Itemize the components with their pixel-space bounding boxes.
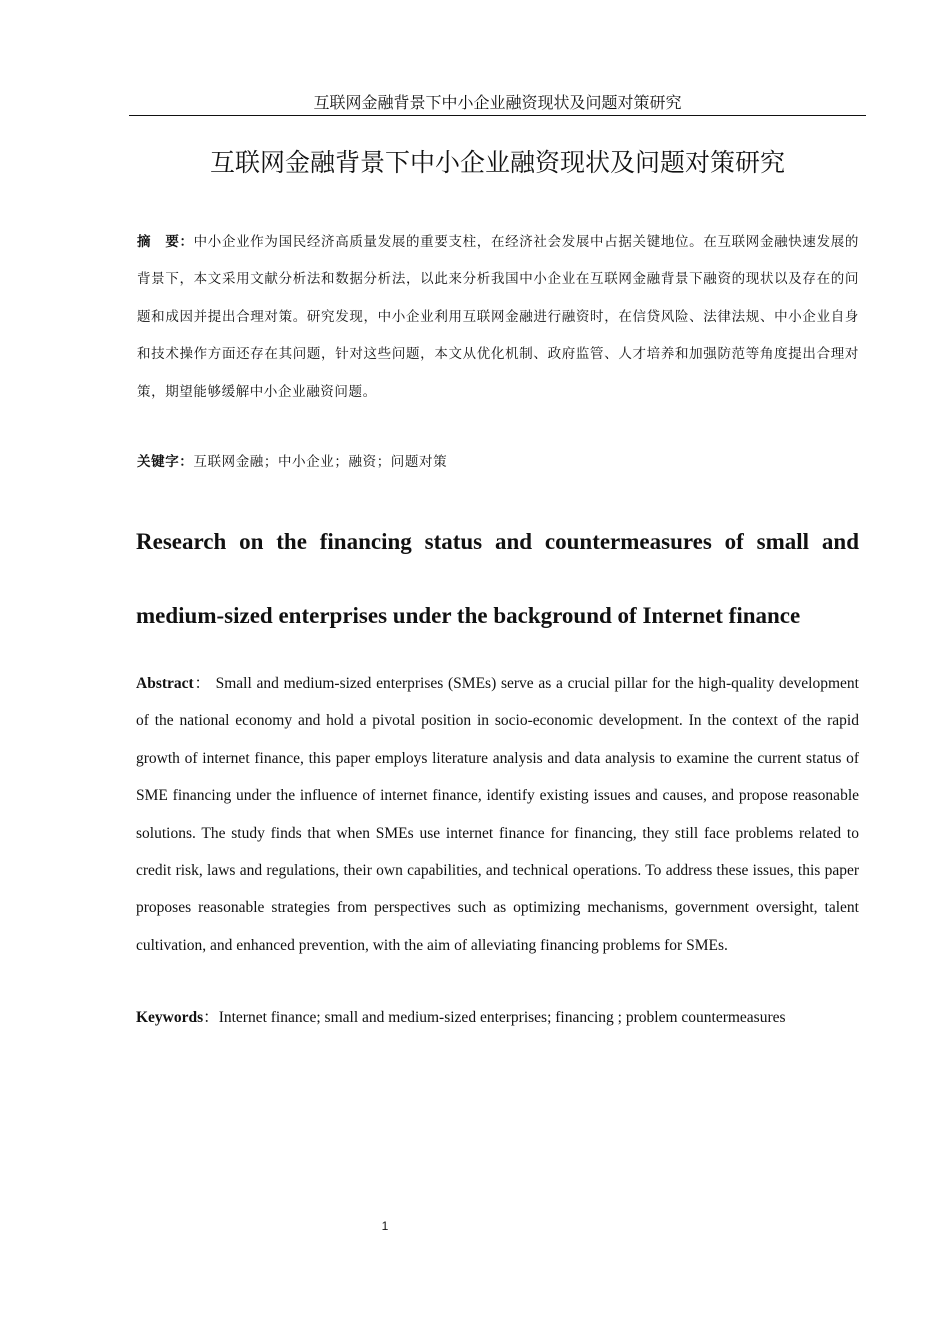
english-abstract-text: Small and medium-sized enterprises (SMEs) serve as a crucial pillar for the high-quality development of the national economy and hold a pivotal position in socio-economic development. In the context of the rapid growth of internet finance, this paper employs literature analysis and data analysis to examine the current status of SME financing under the influence of internet finance, identify existing issues and causes, and propose reasonable solutions. The study finds that when SMEs use internet finance for financing, they still face problems related to credit risk, laws and regulations, their own capabilities, and technical operations. To address these issues, this paper proposes reasonable strategies from perspectives such as optimizing mechanisms, government oversight, talent cultivation, and enhanced prevention, with the aim of alleviating financing problems for SMEs. (136, 675, 859, 954)
english-keywords (136, 1005, 866, 1031)
chinese-keywords-text: 互联网金融；中小企业；融资；问题对策 (193, 454, 448, 470)
english-keywords-text: Internet finance; small and medium-sized enterprises; financing ; problem countermeasures (218, 1009, 786, 1026)
english-keywords-label: Keywords (136, 1009, 204, 1026)
chinese-keywords-label: 关键字： (137, 454, 194, 470)
page-number: 1 (381, 1219, 389, 1233)
chinese-abstract-text: 中小企业作为国民经济高质量发展的重要支柱，在经济社会发展中占据关键地位。在互联网金融快速发展的背景下，本文采用文献分析法和数据分析法，以此来分析我国中小企业在互联网金融背景下融资的现状以及存在的问题和成因并提出合理对策。研究发现，中小企业利用互联网金融进行融资时，在信贷风险、法律法规、中小企业自身和技术操作方面还存在其问题，针对这些问题，本文从优化机制、政府监管、人才培养和加强防范等角度提出合理对策，期望能够缓解中小企业融资问题。 (137, 234, 859, 400)
chinese-abstract (137, 224, 859, 411)
chinese-keywords (137, 449, 859, 475)
chinese-abstract-label: 摘 要： (137, 234, 194, 250)
header-rule (129, 115, 866, 116)
chinese-title: 互联网金融背景下中小企业融资现状及问题对策研究 (209, 148, 785, 177)
english-abstract-label: Abstract (136, 675, 194, 692)
english-abstract-separator: ： (193, 675, 211, 692)
english-title: Research on the financing status and countermeasures of small and medium-sized enterprises under the background of Internet finance (136, 529, 859, 628)
english-keywords-separator: ： (203, 1009, 219, 1026)
running-header: 互联网金融背景下中小企业融资现状及问题对策研究 (313, 93, 682, 112)
english-abstract (136, 665, 859, 964)
